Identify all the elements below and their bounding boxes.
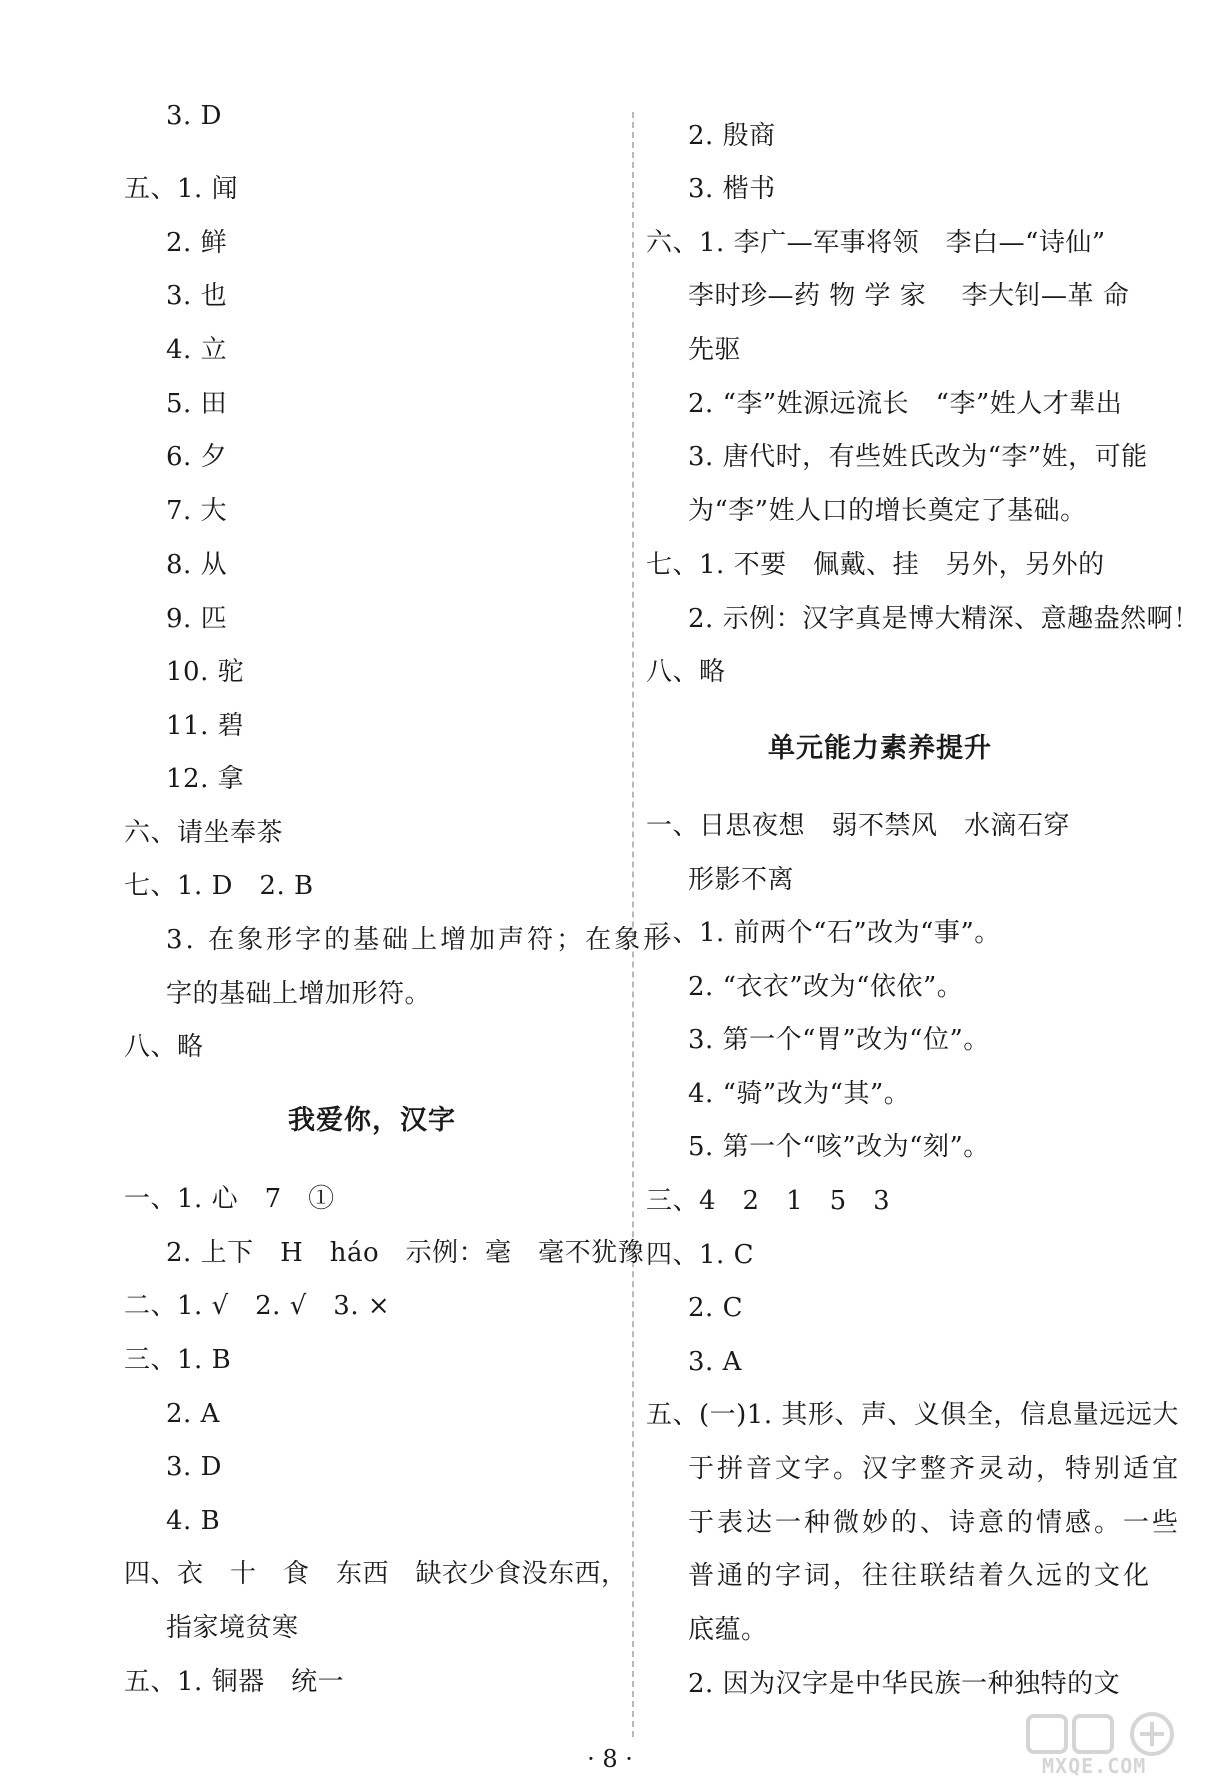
answer-line: 普通的字词，往往联结着久远的文化	[688, 1561, 1153, 1591]
answer-line: 11. 碧	[166, 711, 245, 741]
answer-line: 四、衣 十 食 东西 缺衣少食没东西，	[124, 1559, 628, 1589]
answer-line: 4. B	[166, 1506, 221, 1536]
answer-line: 形影不离	[688, 865, 795, 895]
answer-line: 8. 从	[166, 550, 228, 580]
answer-line: 李时珍—药 物 学 家 李大钊—革 命	[688, 281, 1130, 311]
watermark-text: MXQE.COM	[1042, 1754, 1147, 1778]
answer-line: 七、1. D 2. B	[124, 871, 314, 901]
answer-line: 3. 楷书	[688, 174, 776, 204]
answer-line: 2. 殷商	[688, 121, 776, 151]
answer-line: 2. 鲜	[166, 228, 228, 258]
answer-line: 2. 示例：汉字真是博大精深、意趣盎然啊！	[688, 604, 1200, 634]
answer-line: 9. 匹	[166, 604, 228, 634]
answer-line: 指家境贫寒	[166, 1613, 299, 1643]
answer-line: 10. 驼	[166, 657, 245, 687]
watermark-logo	[1022, 1710, 1202, 1788]
answer-line: 四、1. C	[646, 1240, 754, 1270]
answer-line: 八、略	[124, 1032, 204, 1062]
section-heading: 单元能力素养提升	[768, 733, 992, 764]
watermark-stamp-icon	[1022, 1710, 1202, 1760]
answer-line: 七、1. 不要 佩戴、挂 另外，另外的	[646, 550, 1105, 580]
answer-line: 12. 拿	[166, 764, 245, 794]
answer-line: 一、日思夜想 弱不禁风 水滴石穿	[646, 811, 1071, 841]
answer-line: 3. 唐代时，有些姓氏改为“李”姓，可能	[688, 442, 1148, 472]
answer-line: 2. C	[688, 1293, 743, 1323]
answer-line: 3. D	[166, 101, 222, 131]
answer-line: 2. 因为汉字是中华民族一种独特的文	[688, 1669, 1121, 1699]
answer-line: 3. 第一个“胃”改为“位”。	[688, 1025, 990, 1055]
answer-line: 字的基础上增加形符。	[166, 979, 432, 1009]
answer-line: 八、略	[646, 657, 726, 687]
answer-line: 4. 立	[166, 335, 228, 365]
answer-line: 5. 田	[166, 389, 228, 419]
answer-line: 2. A	[166, 1399, 220, 1429]
answer-line: 4. “骑”改为“其”。	[688, 1079, 911, 1109]
answer-line: 于拼音文字。汉字整齐灵动，特别适宜	[688, 1454, 1182, 1484]
answer-line: 底蕴。	[688, 1615, 768, 1645]
answer-line: 3. A	[688, 1347, 742, 1377]
answer-line: 5. 第一个“咳”改为“刻”。	[688, 1132, 990, 1162]
answer-line: 2. “衣衣”改为“依依”。	[688, 972, 964, 1002]
answer-line: 二、1. 前两个“石”改为“事”。	[646, 918, 1001, 948]
answer-line: 3. D	[166, 1452, 222, 1482]
answer-line: 六、请坐奉茶	[124, 818, 284, 848]
answer-line: 2. 上下 H háo 示例：毫 毫不犹豫	[166, 1238, 645, 1268]
answer-line: 先驱	[688, 335, 742, 365]
answer-line: 6. 夕	[166, 442, 228, 472]
answer-line: 二、1. √ 2. √ 3. ×	[124, 1291, 391, 1321]
answer-line: 2. “李”姓源远流长 “李”姓人才辈出	[688, 389, 1123, 419]
answer-line: 五、1. 闻	[124, 174, 239, 204]
answer-line: 五、1. 铜器 统一	[124, 1667, 345, 1697]
page-number: · 8 ·	[587, 1745, 633, 1773]
answer-line: 7. 大	[166, 496, 228, 526]
answer-line: 一、1. 心 7 ①	[124, 1184, 335, 1214]
answer-line: 三、4 2 1 5 3	[646, 1186, 891, 1216]
answer-line: 为“李”姓人口的增长奠定了基础。	[688, 496, 1087, 526]
answer-line: 五、(一)1. 其形、声、义俱全，信息量远远大	[646, 1400, 1179, 1430]
answer-line: 3. 在象形字的基础上增加声符；在象形	[166, 925, 673, 955]
answer-line: 于表达一种微妙的、诗意的情感。一些	[688, 1508, 1182, 1538]
section-heading: 我爱你，汉字	[288, 1105, 456, 1136]
answer-line: 3. 也	[166, 281, 228, 311]
answer-line: 六、1. 李广—军事将领 李白—“诗仙”	[646, 228, 1106, 258]
answer-line: 三、1. B	[124, 1345, 232, 1375]
